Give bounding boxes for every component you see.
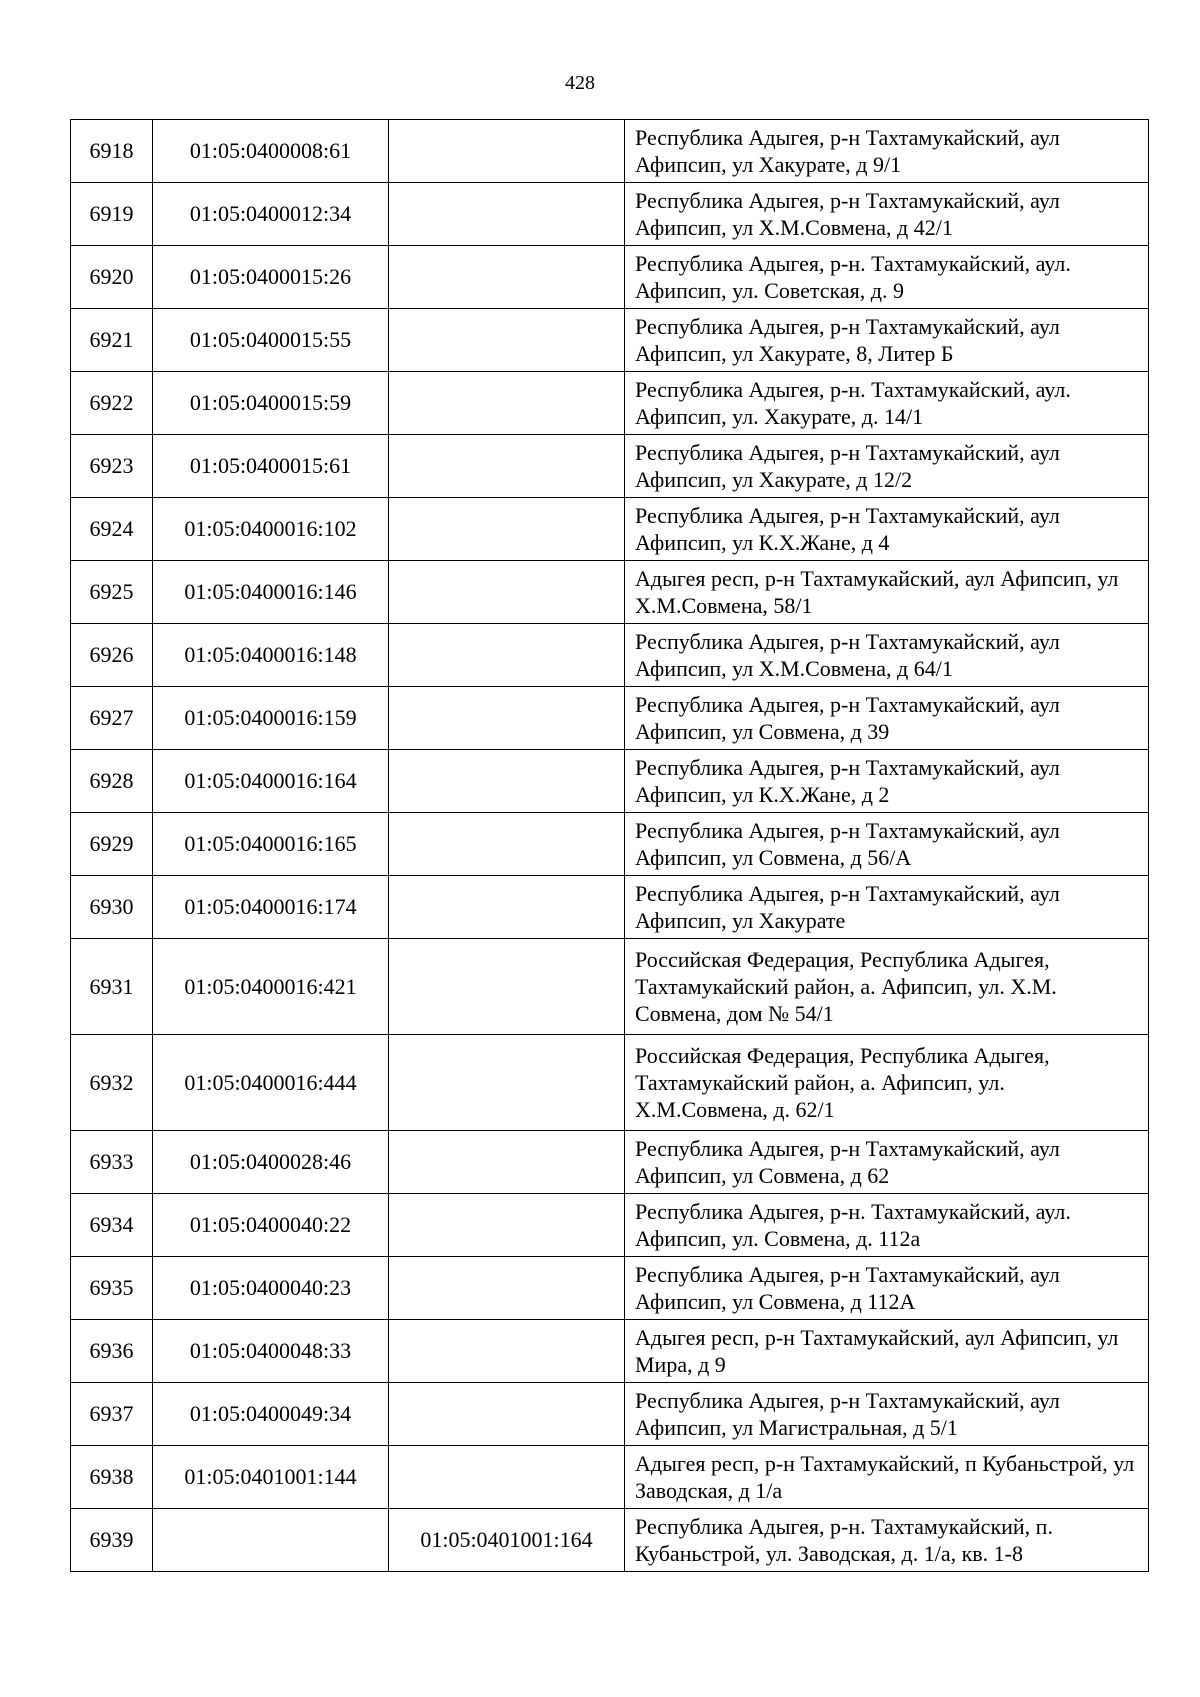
table-row (71, 498, 1149, 561)
table-row (71, 1383, 1149, 1446)
table-row (71, 120, 1149, 183)
linked-cadastral-number (389, 1257, 625, 1320)
cadastral-number: 01:05:0400016:164 (153, 750, 389, 813)
linked-cadastral-number (389, 813, 625, 876)
linked-cadastral-number (389, 561, 625, 624)
address: Республика Адыгея, р-н Тахтамукайский, аул Афипсип, ул Совмена, д 39 (625, 687, 1149, 750)
table-row (71, 939, 1149, 1035)
linked-cadastral-number (389, 1383, 625, 1446)
row-number: 6937 (71, 1383, 153, 1446)
address: Республика Адыгея, р-н Тахтамукайский, аул Афипсип, ул Хакурате (625, 876, 1149, 939)
address: Адыгея респ, р-н Тахтамукайский, п Кубаньстрой, ул Заводская, д 1/а (625, 1446, 1149, 1509)
table-row (71, 687, 1149, 750)
linked-cadastral-number (389, 246, 625, 309)
table-row (71, 435, 1149, 498)
address: Российская Федерация, Республика Адыгея, Тахтамукайский район, а. Афипсип, ул. Х.М. Совмена, дом № 54/1 (625, 939, 1149, 1035)
address: Республика Адыгея, р-н Тахтамукайский, аул Афипсип, ул Хакурате, д 12/2 (625, 435, 1149, 498)
address: Адыгея респ, р-н Тахтамукайский, аул Афипсип, ул Мира, д 9 (625, 1320, 1149, 1383)
row-number: 6935 (71, 1257, 153, 1320)
cadastral-number: 01:05:0400012:34 (153, 183, 389, 246)
address: Республика Адыгея, р-н Тахтамукайский, аул Афипсип, ул К.Х.Жане, д 4 (625, 498, 1149, 561)
cadastral-number: 01:05:0400016:444 (153, 1035, 389, 1131)
cadastral-number: 01:05:0400016:174 (153, 876, 389, 939)
row-number: 6928 (71, 750, 153, 813)
table-row (71, 1509, 1149, 1572)
address: Республика Адыгея, р-н Тахтамукайский, аул Афипсип, ул Хакурате, 8, Литер Б (625, 309, 1149, 372)
registry-table (70, 119, 1149, 1572)
linked-cadastral-number (389, 1131, 625, 1194)
linked-cadastral-number (389, 1194, 625, 1257)
linked-cadastral-number (389, 1320, 625, 1383)
linked-cadastral-number (389, 1035, 625, 1131)
address: Республика Адыгея, р-н Тахтамукайский, аул Афипсип, ул Магистральная, д 5/1 (625, 1383, 1149, 1446)
cadastral-number (153, 1509, 389, 1572)
table-row (71, 1446, 1149, 1509)
row-number: 6931 (71, 939, 153, 1035)
cadastral-number: 01:05:0401001:144 (153, 1446, 389, 1509)
row-number: 6923 (71, 435, 153, 498)
linked-cadastral-number (389, 372, 625, 435)
cadastral-number: 01:05:0400040:22 (153, 1194, 389, 1257)
linked-cadastral-number (389, 498, 625, 561)
address: Республика Адыгея, р-н Тахтамукайский, аул Афипсип, ул Х.М.Совмена, д 42/1 (625, 183, 1149, 246)
row-number: 6927 (71, 687, 153, 750)
address: Республика Адыгея, р-н. Тахтамукайский, аул. Афипсип, ул. Советская, д. 9 (625, 246, 1149, 309)
cadastral-number: 01:05:0400015:26 (153, 246, 389, 309)
cadastral-number: 01:05:0400015:61 (153, 435, 389, 498)
address: Республика Адыгея, р-н. Тахтамукайский, аул. Афипсип, ул. Хакурате, д. 14/1 (625, 372, 1149, 435)
cadastral-number: 01:05:0400008:61 (153, 120, 389, 183)
address: Адыгея респ, р-н Тахтамукайский, аул Афипсип, ул Х.М.Совмена, 58/1 (625, 561, 1149, 624)
row-number: 6936 (71, 1320, 153, 1383)
row-number: 6921 (71, 309, 153, 372)
address: Республика Адыгея, р-н. Тахтамукайский, п. Кубаньстрой, ул. Заводская, д. 1/а, кв. 1-8 (625, 1509, 1149, 1572)
table-row (71, 1194, 1149, 1257)
row-number: 6934 (71, 1194, 153, 1257)
address: Республика Адыгея, р-н Тахтамукайский, аул Афипсип, ул К.Х.Жане, д 2 (625, 750, 1149, 813)
cadastral-number: 01:05:0400049:34 (153, 1383, 389, 1446)
address: Республика Адыгея, р-н Тахтамукайский, аул Афипсип, ул Совмена, д 62 (625, 1131, 1149, 1194)
table-row (71, 624, 1149, 687)
address: Республика Адыгея, р-н Тахтамукайский, аул Афипсип, ул Хакурате, д 9/1 (625, 120, 1149, 183)
linked-cadastral-number (389, 750, 625, 813)
table-row (71, 876, 1149, 939)
linked-cadastral-number (389, 120, 625, 183)
linked-cadastral-number (389, 309, 625, 372)
row-number: 6938 (71, 1446, 153, 1509)
linked-cadastral-number (389, 939, 625, 1035)
linked-cadastral-number: 01:05:0401001:164 (389, 1509, 625, 1572)
row-number: 6924 (71, 498, 153, 561)
row-number: 6929 (71, 813, 153, 876)
row-number: 6930 (71, 876, 153, 939)
address: Республика Адыгея, р-н Тахтамукайский, аул Афипсип, ул Совмена, д 56/А (625, 813, 1149, 876)
cadastral-number: 01:05:0400016:165 (153, 813, 389, 876)
table-row (71, 1131, 1149, 1194)
address: Республика Адыгея, р-н Тахтамукайский, аул Афипсип, ул Х.М.Совмена, д 64/1 (625, 624, 1149, 687)
cadastral-number: 01:05:0400015:55 (153, 309, 389, 372)
row-number: 6933 (71, 1131, 153, 1194)
table-row (71, 1320, 1149, 1383)
row-number: 6919 (71, 183, 153, 246)
linked-cadastral-number (389, 1446, 625, 1509)
cadastral-number: 01:05:0400016:421 (153, 939, 389, 1035)
address: Республика Адыгея, р-н Тахтамукайский, аул Афипсип, ул Совмена, д 112А (625, 1257, 1149, 1320)
address: Республика Адыгея, р-н. Тахтамукайский, аул. Афипсип, ул. Совмена, д. 112а (625, 1194, 1149, 1257)
table-row (71, 1035, 1149, 1131)
table-row (71, 750, 1149, 813)
linked-cadastral-number (389, 687, 625, 750)
row-number: 6918 (71, 120, 153, 183)
table-row (71, 1257, 1149, 1320)
table-row (71, 372, 1149, 435)
linked-cadastral-number (389, 183, 625, 246)
row-number: 6939 (71, 1509, 153, 1572)
table-row (71, 309, 1149, 372)
cadastral-number: 01:05:0400015:59 (153, 372, 389, 435)
row-number: 6926 (71, 624, 153, 687)
table-row (71, 246, 1149, 309)
cadastral-number: 01:05:0400016:148 (153, 624, 389, 687)
linked-cadastral-number (389, 435, 625, 498)
row-number: 6932 (71, 1035, 153, 1131)
row-number: 6920 (71, 246, 153, 309)
row-number: 6922 (71, 372, 153, 435)
row-number: 6925 (71, 561, 153, 624)
address: Российская Федерация, Республика Адыгея, Тахтамукайский район, а. Афипсип, ул. Х.М.Совмена, д. 62/1 (625, 1035, 1149, 1131)
cadastral-number: 01:05:0400016:159 (153, 687, 389, 750)
linked-cadastral-number (389, 624, 625, 687)
table-row (71, 561, 1149, 624)
cadastral-number: 01:05:0400028:46 (153, 1131, 389, 1194)
page-number: 428 (565, 72, 595, 94)
linked-cadastral-number (389, 876, 625, 939)
cadastral-number: 01:05:0400016:102 (153, 498, 389, 561)
cadastral-number: 01:05:0400016:146 (153, 561, 389, 624)
cadastral-number: 01:05:0400040:23 (153, 1257, 389, 1320)
cadastral-number: 01:05:0400048:33 (153, 1320, 389, 1383)
table-row (71, 813, 1149, 876)
table-row (71, 183, 1149, 246)
